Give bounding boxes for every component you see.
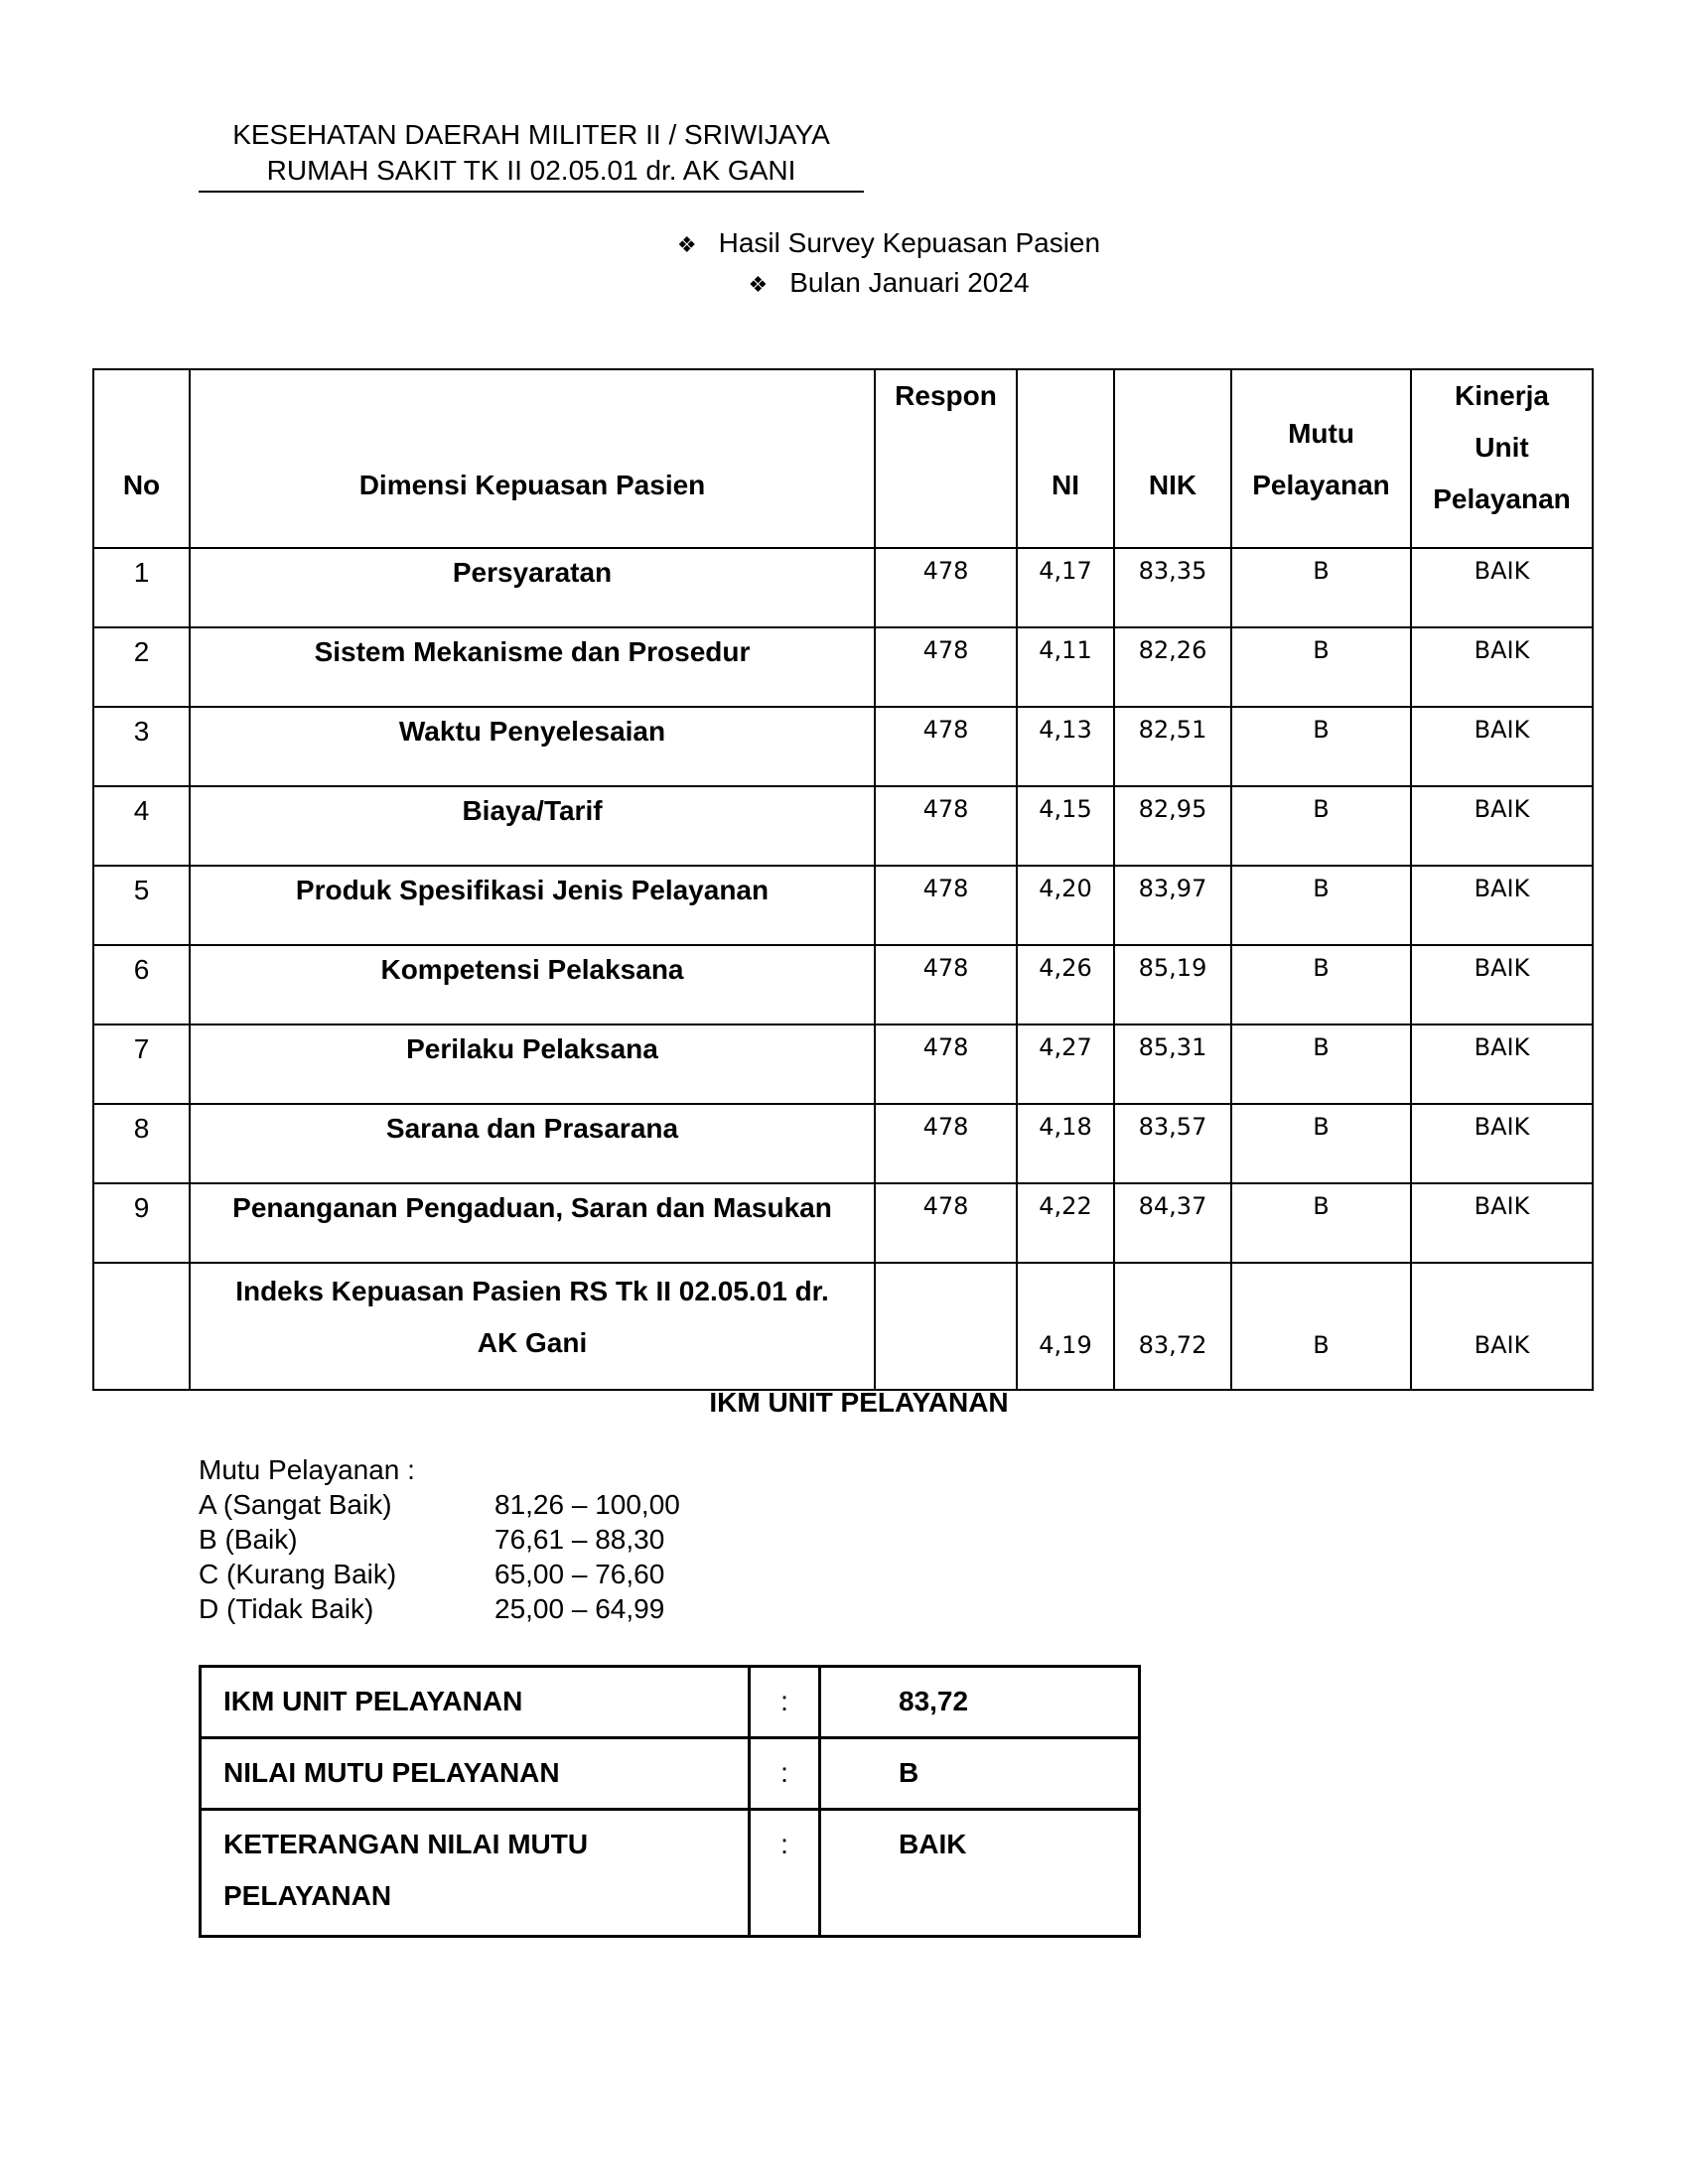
table-row — [93, 707, 1593, 786]
row-ni: 4,20 — [1017, 866, 1114, 945]
row-dimensi: Produk Spesifikasi Jenis Pelayanan — [190, 866, 875, 945]
row-respon: 478 — [875, 707, 1017, 786]
survey-titles — [0, 224, 1688, 304]
ikm-title: IKM UNIT PELAYANAN — [709, 1387, 1009, 1418]
table-row — [93, 627, 1593, 707]
header-kinerja-line3: Pelayanan — [1433, 483, 1571, 514]
row-no: 4 — [93, 786, 190, 866]
row-mutu: B — [1231, 866, 1411, 945]
row-mutu: B — [1231, 1183, 1411, 1263]
row-ni: 4,11 — [1017, 627, 1114, 707]
row-nik: 83,97 — [1114, 866, 1231, 945]
header-dimensi: Dimensi Kepuasan Pasien — [190, 369, 875, 548]
satisfaction-table — [92, 368, 1594, 1391]
row-ni: 4,15 — [1017, 786, 1114, 866]
row-no: 5 — [93, 866, 190, 945]
document-header — [199, 117, 864, 193]
summary-table — [199, 1665, 1141, 1938]
row-nik: 83,57 — [1114, 1104, 1231, 1183]
legend-item — [199, 1557, 680, 1591]
title-2-text: Bulan Januari 2024 — [789, 267, 1030, 298]
row-respon: 478 — [875, 1024, 1017, 1104]
header-kinerja-line2: Unit — [1475, 432, 1529, 463]
row-mutu: B — [1231, 945, 1411, 1024]
row-no: 6 — [93, 945, 190, 1024]
row-ni: 4,22 — [1017, 1183, 1114, 1263]
total-respon — [875, 1263, 1017, 1390]
row-ni: 4,18 — [1017, 1104, 1114, 1183]
header-mutu — [1231, 369, 1411, 548]
row-kinerja: BAIK — [1411, 548, 1593, 627]
legend-item — [199, 1522, 680, 1557]
summary-colon: : — [750, 1810, 820, 1937]
header-respon: Respon — [875, 369, 1017, 548]
table-row — [93, 1024, 1593, 1104]
row-nik: 82,95 — [1114, 786, 1231, 866]
row-nik: 85,31 — [1114, 1024, 1231, 1104]
legend-label: B (Baik) — [199, 1524, 298, 1555]
table-row — [93, 786, 1593, 866]
row-kinerja: BAIK — [1411, 1024, 1593, 1104]
row-no: 8 — [93, 1104, 190, 1183]
summary-value: BAIK — [820, 1810, 1140, 1937]
row-mutu: B — [1231, 707, 1411, 786]
legend-range: 25,00 – 64,99 — [494, 1593, 665, 1624]
total-dimensi-line2: AK Gani — [477, 1327, 588, 1358]
row-ni: 4,17 — [1017, 548, 1114, 627]
mutu-legend — [199, 1452, 680, 1626]
summary-label-line1: IKM UNIT PELAYANAN — [223, 1686, 523, 1716]
row-kinerja: BAIK — [1411, 866, 1593, 945]
row-respon: 478 — [875, 1104, 1017, 1183]
row-kinerja: BAIK — [1411, 786, 1593, 866]
summary-label — [201, 1738, 750, 1810]
row-no: 3 — [93, 707, 190, 786]
row-no: 1 — [93, 548, 190, 627]
summary-label-line1: KETERANGAN NILAI MUTU — [223, 1829, 589, 1859]
header-nik: NIK — [1114, 369, 1231, 548]
total-ni: 4,19 — [1017, 1263, 1114, 1390]
summary-colon: : — [750, 1738, 820, 1810]
table-row — [93, 866, 1593, 945]
row-nik: 82,51 — [1114, 707, 1231, 786]
title-1 — [0, 224, 1688, 264]
row-ni: 4,13 — [1017, 707, 1114, 786]
summary-label — [201, 1810, 750, 1937]
legend-title: Mutu Pelayanan : — [199, 1454, 415, 1485]
legend-item — [199, 1487, 680, 1522]
summary-value: B — [820, 1738, 1140, 1810]
row-no: 2 — [93, 627, 190, 707]
total-no — [93, 1263, 190, 1390]
title-2 — [0, 264, 1688, 304]
row-kinerja: BAIK — [1411, 1104, 1593, 1183]
table-row — [93, 548, 1593, 627]
row-no: 7 — [93, 1024, 190, 1104]
row-respon: 478 — [875, 627, 1017, 707]
header-ni: NI — [1017, 369, 1114, 548]
legend-item — [199, 1591, 680, 1626]
header-mutu-line1: Mutu — [1288, 418, 1354, 449]
row-nik: 83,35 — [1114, 548, 1231, 627]
row-nik: 85,19 — [1114, 945, 1231, 1024]
table-header-row — [93, 369, 1593, 548]
row-dimensi: Penanganan Pengaduan, Saran dan Masukan — [190, 1183, 875, 1263]
summary-row — [201, 1667, 1140, 1738]
row-no: 9 — [93, 1183, 190, 1263]
row-ni: 4,27 — [1017, 1024, 1114, 1104]
legend-range: 81,26 – 100,00 — [494, 1489, 680, 1520]
row-nik: 84,37 — [1114, 1183, 1231, 1263]
legend-label: C (Kurang Baik) — [199, 1559, 397, 1589]
row-dimensi: Persyaratan — [190, 548, 875, 627]
table-total-row — [93, 1263, 1593, 1390]
row-mutu: B — [1231, 1024, 1411, 1104]
header-kinerja-line1: Kinerja — [1455, 380, 1549, 411]
table-row — [93, 1183, 1593, 1263]
summary-colon: : — [750, 1667, 820, 1738]
row-dimensi: Sistem Mekanisme dan Prosedur — [190, 627, 875, 707]
row-mutu: B — [1231, 627, 1411, 707]
legend-label: D (Tidak Baik) — [199, 1593, 374, 1624]
summary-value: 83,72 — [820, 1667, 1140, 1738]
header-line-1: KESEHATAN DAERAH MILITER II / SRIWIJAYA — [232, 119, 830, 150]
row-kinerja: BAIK — [1411, 707, 1593, 786]
row-kinerja: BAIK — [1411, 945, 1593, 1024]
table-row — [93, 1104, 1593, 1183]
summary-label-line2: PELAYANAN — [223, 1880, 392, 1911]
diamond-bullet-icon: ❖ — [748, 272, 769, 297]
row-kinerja: BAIK — [1411, 627, 1593, 707]
row-mutu: B — [1231, 1104, 1411, 1183]
row-dimensi: Biaya/Tarif — [190, 786, 875, 866]
header-mutu-line2: Pelayanan — [1252, 470, 1390, 500]
summary-label — [201, 1667, 750, 1738]
summary-label-line1: NILAI MUTU PELAYANAN — [223, 1757, 560, 1788]
header-line-2: RUMAH SAKIT TK II 02.05.01 dr. AK GANI — [199, 153, 864, 193]
row-respon: 478 — [875, 786, 1017, 866]
diamond-bullet-icon: ❖ — [676, 232, 697, 257]
row-respon: 478 — [875, 1183, 1017, 1263]
row-nik: 82,26 — [1114, 627, 1231, 707]
legend-range: 65,00 – 76,60 — [494, 1559, 665, 1589]
row-mutu: B — [1231, 548, 1411, 627]
row-respon: 478 — [875, 548, 1017, 627]
row-dimensi: Waktu Penyelesaian — [190, 707, 875, 786]
header-no: No — [93, 369, 190, 548]
summary-row — [201, 1738, 1140, 1810]
row-mutu: B — [1231, 786, 1411, 866]
total-nik: 83,72 — [1114, 1263, 1231, 1390]
table-row — [93, 945, 1593, 1024]
total-dimensi — [190, 1263, 875, 1390]
row-respon: 478 — [875, 945, 1017, 1024]
legend-range: 76,61 – 88,30 — [494, 1524, 665, 1555]
row-ni: 4,26 — [1017, 945, 1114, 1024]
row-dimensi: Kompetensi Pelaksana — [190, 945, 875, 1024]
total-dimensi-line1: Indeks Kepuasan Pasien RS Tk II 02.05.01 dr. — [235, 1276, 829, 1306]
row-kinerja: BAIK — [1411, 1183, 1593, 1263]
row-dimensi: Sarana dan Prasarana — [190, 1104, 875, 1183]
title-1-text: Hasil Survey Kepuasan Pasien — [718, 227, 1101, 258]
summary-row — [201, 1810, 1140, 1937]
legend-label: A (Sangat Baik) — [199, 1489, 392, 1520]
row-respon: 478 — [875, 866, 1017, 945]
total-kinerja: BAIK — [1411, 1263, 1593, 1390]
total-mutu: B — [1231, 1263, 1411, 1390]
header-kinerja — [1411, 369, 1593, 548]
row-dimensi: Perilaku Pelaksana — [190, 1024, 875, 1104]
